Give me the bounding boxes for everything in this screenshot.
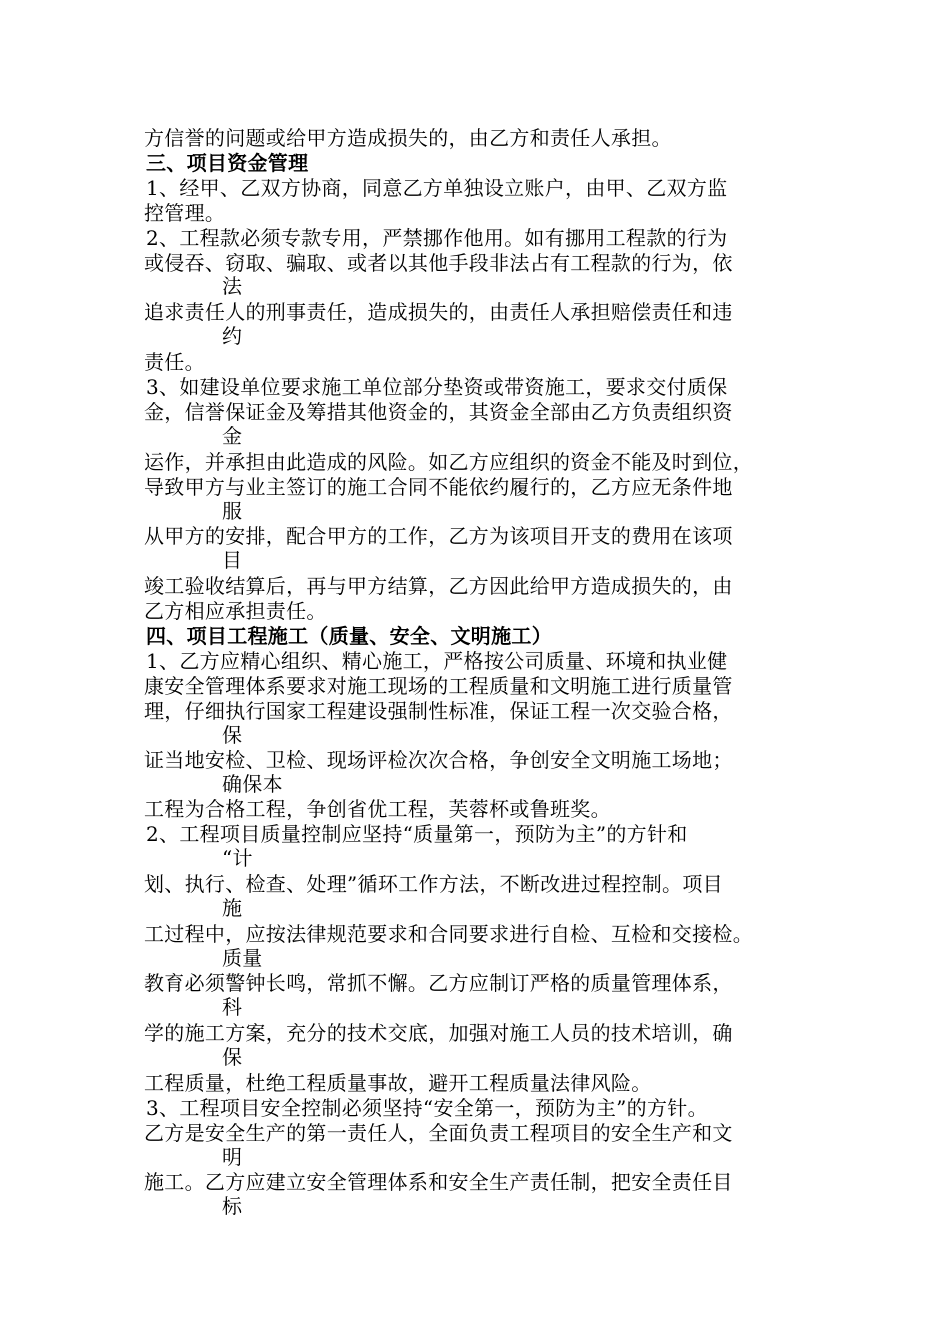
text-line: 目 [222,548,243,572]
text-line: 金，信誉保证金及筹措其他资金的，其资金全部由乙方负责组织资 [144,400,733,424]
text-line: 服 [222,499,243,523]
text-line: “计 [222,846,253,870]
section-heading: 三、项目资金管理 [146,151,309,175]
text-line: 标 [222,1194,243,1218]
text-line: 追求责任人的刑事责任，造成损失的，由责任人承担赔偿责任和违 [144,300,733,324]
text-line: 教育必须警钟长鸣，常抓不懈。乙方应制订严格的质量管理体系， [144,971,733,995]
text-line: 2、工程项目质量控制应坚持“质量第一，预防为主”的方针和 [146,822,688,846]
text-line: 施工。乙方应建立安全管理体系和安全生产责任制，把安全责任目 [144,1170,733,1194]
text-line: 工程为合格工程，争创省优工程，芙蓉杯或鲁班奖。 [144,797,611,821]
text-line: 运作，并承担由此造成的风险。如乙方应组织的资金不能及时到位， [144,450,753,474]
text-line: 或侵吞、窃取、骗取、或者以其他手段非法占有工程款的行为，依 [144,251,733,275]
section-heading: 四、项目工程施工（质量、安全、文明施工） [146,624,552,648]
text-line: 康安全管理体系要求对施工现场的工程质量和文明施工进行质量管 [144,674,733,698]
text-line: 乙方是安全生产的第一责任人，全面负责工程项目的安全生产和文 [144,1121,733,1145]
text-line: 证当地安检、卫检、现场评检次次合格，争创安全文明施工场地； [144,748,733,772]
text-line: 方信誉的问题或给甲方造成损失的，由乙方和责任人承担。 [144,126,672,150]
text-line: 3、如建设单位要求施工单位部分垫资或带资施工，要求交付质保 [146,375,728,399]
text-line: 约 [222,324,243,348]
text-line: 责任。 [144,350,205,374]
text-line: 保 [222,723,243,747]
text-line: 竣工验收结算后，再与甲方结算，乙方因此给甲方造成损失的，由 [144,574,733,598]
text-line: 质量 [222,946,263,970]
text-line: 施 [222,896,243,920]
text-line: 确保本 [222,772,283,796]
text-line: 3、工程项目安全控制必须坚持“安全第一，预防为主”的方针。 [146,1096,708,1120]
text-line: 从甲方的安排，配合甲方的工作，乙方为该项目开支的费用在该项 [144,524,733,548]
text-line: 导致甲方与业主签订的施工合同不能依约履行的，乙方应无条件地 [144,475,733,499]
text-line: 金 [222,424,243,448]
text-line: 学的施工方案，充分的技术交底，加强对施工人员的技术培训，确 [144,1021,733,1045]
text-line: 法 [222,274,243,298]
text-line: 控管理。 [144,201,226,225]
text-line: 理，仔细执行国家工程建设强制性标准，保证工程一次交验合格， [144,699,733,723]
text-line: 工过程中，应按法律规范要求和合同要求进行自检、互检和交接检。 [144,922,753,946]
text-line: 1、乙方应精心组织、精心施工，严格按公司质量、环境和执业健 [146,649,728,673]
text-line: 工程质量，杜绝工程质量事故，避开工程质量法律风险。 [144,1071,652,1095]
text-line: 科 [222,995,243,1019]
text-line: 1、经甲、乙双方协商，同意乙方单独设立账户，由甲、乙双方监 [146,176,728,200]
text-line: 乙方相应承担责任。 [144,599,327,623]
text-line: 划、执行、检查、处理”循环工作方法，不断改进过程控制。项目 [144,872,723,896]
text-line: 明 [222,1145,243,1169]
text-line: 保 [222,1045,243,1069]
text-line: 2、工程款必须专款专用，严禁挪作他用。如有挪用工程款的行为 [146,226,728,250]
